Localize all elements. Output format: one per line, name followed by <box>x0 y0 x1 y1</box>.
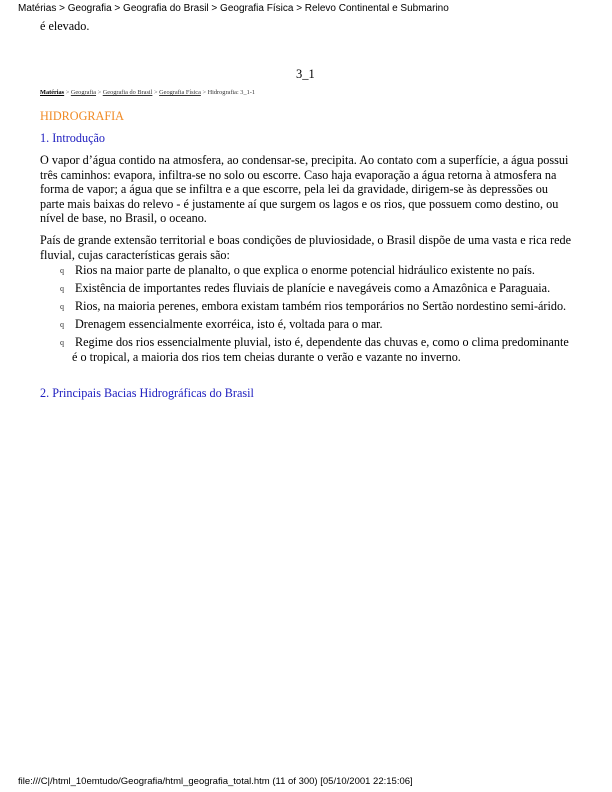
section-heading-introducao: 1. Introdução <box>40 131 105 145</box>
bullet-icon: q <box>60 266 64 275</box>
print-footer: file:///C|/html_10emtudo/Geografia/html_geografia_total.htm (11 of 300) [05/10/2001 22:15:06] <box>18 776 413 787</box>
list-item: q Existência de importantes redes fluviais de planície e navegáveis como a Amazônica e Paraguaia. <box>60 280 551 295</box>
breadcrumb-geografia-brasil[interactable]: Geografia do Brasil <box>102 89 153 96</box>
paragraph-2: País de grande extensão territorial e boas condições de pluviosidade, o Brasil dispõe de uma vasta e rica rede fluvial, cujas características gerais são: <box>40 233 571 262</box>
list-item: q Drenagem essencialmente exorréica, isto é, voltada para o mar. <box>60 316 383 331</box>
bullet-icon: q <box>60 337 64 347</box>
characteristics-list <box>40 263 575 364</box>
bullet-icon: q <box>60 283 64 293</box>
breadcrumb: Matérias > Geografia > Geografia do Brasil > Geografia Física > Hidrografia: 3_1-1 <box>40 89 255 96</box>
section-heading-bacias: 2. Principais Bacias Hidrográficas do Brasil <box>40 386 254 400</box>
breadcrumb-current: Hidrografia: 3_1-1 <box>207 89 255 96</box>
list-item: q Rios na maior parte de planalto, o que explica o enorme potencial hidráulico existente no país. <box>60 263 535 277</box>
list-item: q Rios, na maioria perenes, embora existam também rios temporários no Sertão nordestino semi-árido. <box>60 298 567 313</box>
breadcrumb-geografia[interactable]: Geografia <box>70 89 97 96</box>
breadcrumb-geografia-fisica[interactable]: Geografia Física <box>159 89 201 96</box>
bullet-icon: q <box>60 301 64 311</box>
page-title: HIDROGRAFIA <box>40 109 124 123</box>
previous-page-text: é elevado. <box>40 19 90 33</box>
paragraph-1: O vapor d’água contido na atmosfera, ao condensar-se, precipita. Ao contato com a superfície, a água possui três caminhos: evapora, infiltra-se no solo ou escorre. Caso haja evaporação a água retorna à atmosfera na forma de vapor; a água que se infiltra e a que escorre, pela lei da gravidade, dirigem-se às depressões ou parte mais baixas do relevo - é justamente aí que surgem os lagos e os rios, que possuem como destino, ou nível de base, no Brasil, o oceano. <box>40 153 569 226</box>
breadcrumb-materias[interactable]: Matérias <box>40 89 65 96</box>
page-label: 3_1 <box>296 67 315 81</box>
bullet-icon: q <box>60 319 64 329</box>
list-item: q Regime dos rios essencialmente pluvial, isto é, dependente das chuvas e, como o clima predominante é o tropical, a maioria dos rios tem cheias durante o verão e vazante no inverno. <box>60 334 569 364</box>
print-header: Matérias > Geografia > Geografia do Brasil > Geografia Física > Relevo Continental e Submarino <box>18 3 449 14</box>
